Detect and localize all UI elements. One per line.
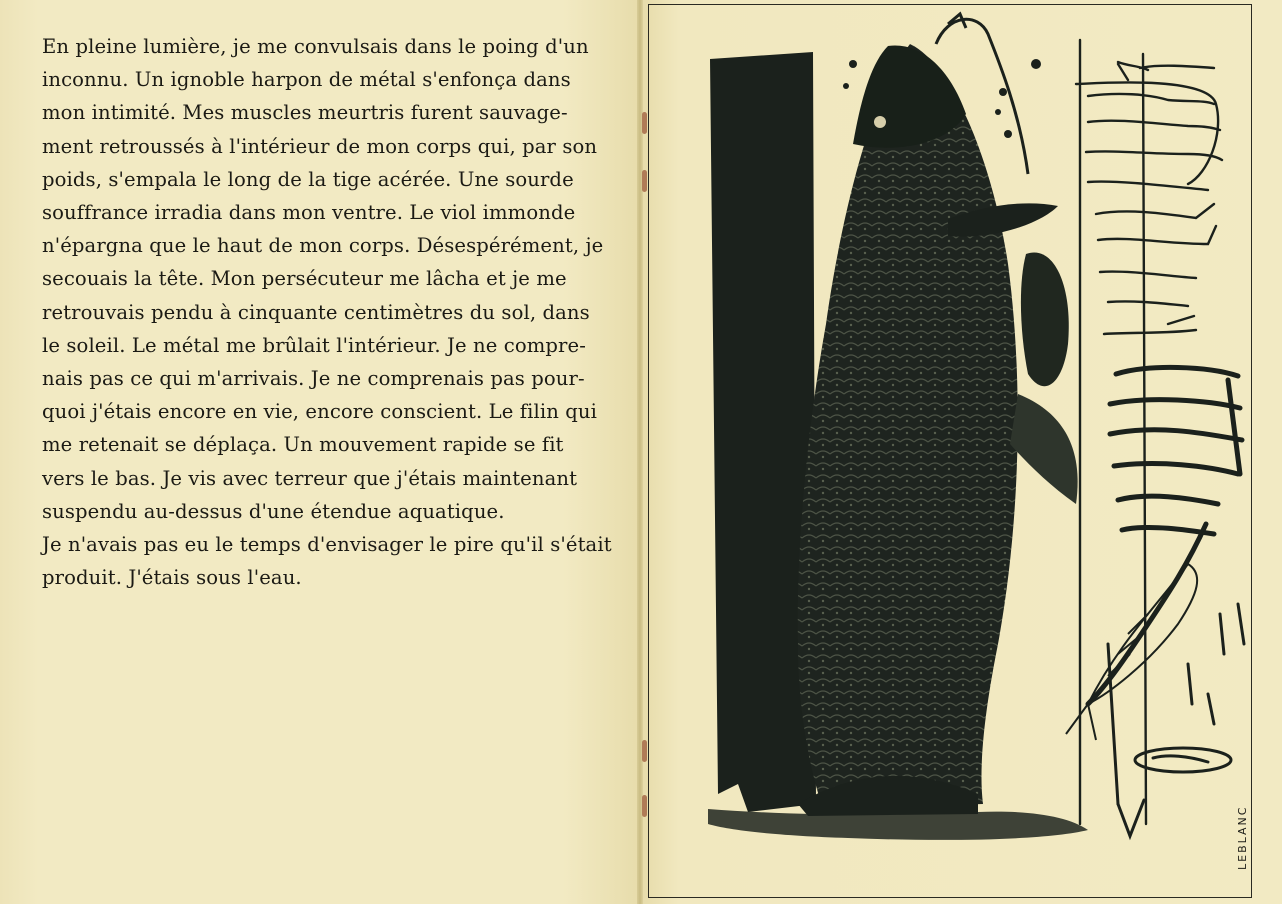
book-gutter <box>637 0 643 904</box>
text-line: poids, s'empala le long de la tige acérée. Une sourde <box>42 167 574 191</box>
text-line: retrouvais pendu à cinquante centimètres du sol, dans <box>42 300 590 324</box>
text-line: Je n'avais pas eu le temps d'envisager le pire qu'il s'était <box>42 533 612 557</box>
text-line: vers le bas. Je vis avec terreur que j'étais maintenant <box>42 466 578 490</box>
fish-fin <box>1010 394 1078 504</box>
story-paragraph <box>42 30 612 594</box>
binding-stitch <box>642 740 647 762</box>
text-line: nais pas ce qui m'arrivais. Je ne comprenais pas pour- <box>42 367 585 391</box>
text-line: produit. J'étais sous l'eau. <box>42 566 302 590</box>
text-line: quoi j'étais encore en vie, encore conscient. Le filin qui <box>42 400 597 424</box>
text-line: secouais la tête. Mon persécuteur me lâcha et je me <box>42 267 567 291</box>
text-line: ment retroussés à l'intérieur de mon corps qui, par son <box>42 134 598 158</box>
fish-eye <box>874 116 886 128</box>
text-line: n'épargna que le haut de mon corps. Désespérément, je <box>42 234 604 258</box>
binding-stitch <box>642 112 647 134</box>
ink-vertical-bar <box>710 52 816 812</box>
text-line: me retenait se déplaça. Un mouvement rapide se fit <box>42 433 564 457</box>
scribble-mass <box>1088 367 1242 704</box>
text-line: souffrance irradia dans mon ventre. Le viol immonde <box>42 201 576 225</box>
fish-print-illustration <box>648 4 1252 898</box>
text-line: inconnu. Un ignoble harpon de métal s'enfonça dans <box>42 68 571 92</box>
text-line: En pleine lumière, je me convulsais dans le poing d'un <box>42 35 589 58</box>
binding-stitch <box>642 170 647 192</box>
binding-stitch <box>642 795 647 817</box>
text-line: mon intimité. Mes muscles meurtris furent sauvage- <box>42 101 568 125</box>
left-page <box>0 0 640 904</box>
text-line: le soleil. Le métal me brûlait l'intérieur. Je ne compre- <box>42 333 586 357</box>
text-line: suspendu au-dessus d'une étendue aquatique. <box>42 499 505 523</box>
fish-body <box>798 44 1018 809</box>
artist-signature: LEBLANC <box>1236 805 1249 870</box>
